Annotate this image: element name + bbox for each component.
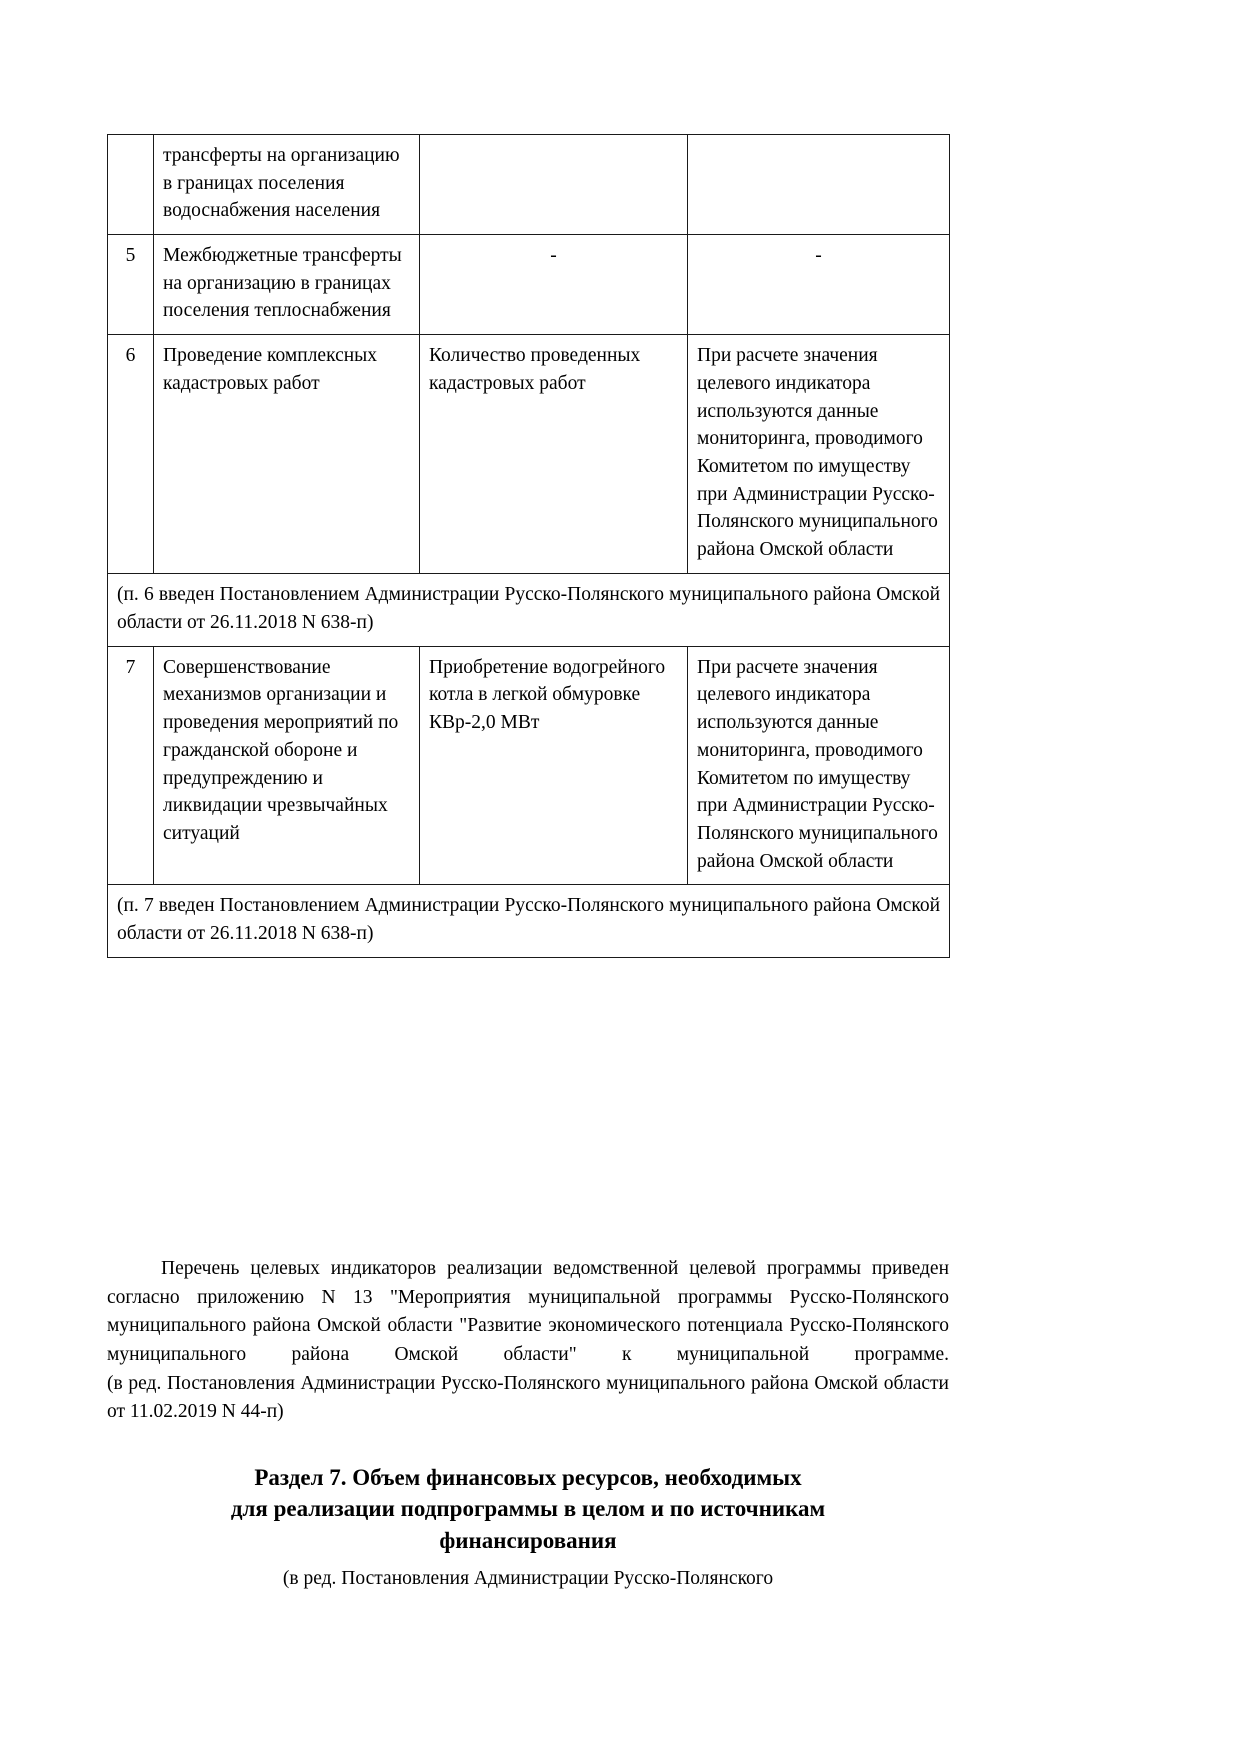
row-indicator bbox=[420, 135, 688, 235]
note-p6: (п. 6 введен Постановлением Администрации Русско-Полянского муниципального района Омской области от 26.11.2018 N 638-п) bbox=[108, 573, 950, 646]
row-measure-name: Межбюджетные трансферты на организацию в границах поселения теплоснабжения bbox=[154, 235, 420, 335]
body-paragraph: Перечень целевых индикаторов реализации ведомственной целевой программы приведен согласно приложению N 13 "Мероприятия муниципальной программы Русско-Полянского муниципального района Омской области "Развитие экономического потенциала Русско-Полянского муниципального района Омской области" к муниципальной программе. bbox=[107, 1258, 949, 1365]
section-heading-line-3: финансирования bbox=[439, 1527, 617, 1553]
row-calculation: При расчете значения целевого индикатора используются данные мониторинга, проводимого Комитетом по имуществу при Администрации Русско-Полянского муниципального района Омской области bbox=[688, 646, 950, 885]
amendment-note: (в ред. Постановления Администрации Русско-Полянского муниципального района Омской области от 11.02.2019 N 44-п) bbox=[107, 1372, 949, 1423]
section-heading-credit: (в ред. Постановления Администрации Русско-Полянского bbox=[282, 1568, 774, 1589]
section-heading-line-2: для реализации подпрограммы в целом и по источникам bbox=[230, 1496, 826, 1522]
table-row bbox=[108, 646, 950, 885]
row-number: 7 bbox=[108, 646, 154, 885]
table-row bbox=[108, 235, 950, 335]
body-text-block bbox=[107, 1255, 949, 1427]
row-calculation bbox=[688, 135, 950, 235]
row-measure-name: Проведение комплексных кадастровых работ bbox=[154, 335, 420, 574]
row-measure-name: Совершенствование механизмов организации и проведения мероприятий по гражданской обороне и предупреждению и ликвидации чрезвычайных ситуаций bbox=[154, 646, 420, 885]
indicators-table bbox=[107, 134, 950, 958]
row-measure-name: трансферты на организацию в границах поселения водоснабжения населения bbox=[154, 135, 420, 235]
table-row bbox=[108, 135, 950, 235]
row-indicator: Приобретение водогрейного котла в легкой обмуровке КВр-2,0 МВт bbox=[420, 646, 688, 885]
row-indicator: Количество проведенных кадастровых работ bbox=[420, 335, 688, 574]
section-heading-line-1: Раздел 7. Объем финансовых ресурсов, необходимых bbox=[254, 1465, 802, 1490]
note-p7: (п. 7 введен Постановлением Администрации Русско-Полянского муниципального района Омской области от 26.11.2018 N 638-п) bbox=[108, 885, 950, 958]
row-number: 6 bbox=[108, 335, 154, 574]
row-calculation: - bbox=[688, 235, 950, 335]
table-note-row bbox=[108, 573, 950, 646]
row-indicator: - bbox=[420, 235, 688, 335]
row-number: 5 bbox=[108, 235, 154, 335]
table-note-row bbox=[108, 885, 950, 958]
section-heading bbox=[107, 1462, 949, 1556]
row-calculation: При расчете значения целевого индикатора используются данные мониторинга, проводимого Комитетом по имуществу при Администрации Русско-Полянского муниципального района Омской области bbox=[688, 335, 950, 574]
row-number bbox=[108, 135, 154, 235]
table-row bbox=[108, 335, 950, 574]
